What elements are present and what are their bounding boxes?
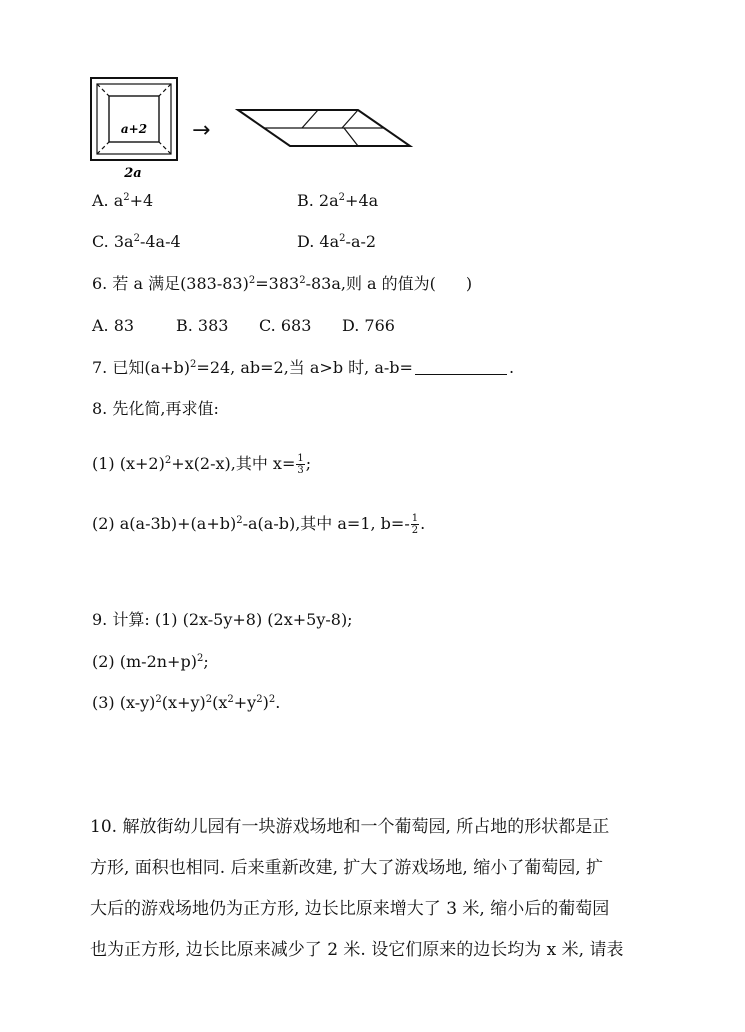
q10-line4: 也为正方形, 边长比原来减少了 2 米. 设它们原来的边长均为 x 米, 请表 [90,940,624,960]
q7-stem: 7. 已知$(a+b)^2=24$, ab=2,当 a>b 时, a-b= . [92,358,515,377]
q8-title: 8. 先化简,再求值: [92,399,219,418]
q10-line2: 方形, 面积也相同. 后来重新改建, 扩大了游戏场地, 缩小了葡萄园, 扩 [90,858,604,878]
q5-option-d: D. $4a^2-a-2$ [297,232,377,251]
q6-option-b: B. 383 [176,316,229,335]
figure-inner-label: a+2 [120,122,148,136]
q8-part1: (1) $(x+2)^2+x(2-x)$,其中 x= $\frac{1}{3}$ ; [92,453,312,476]
q6-option-c: C. 683 [259,316,312,335]
q6-stem: 6. 若 a 满足$(383-83)^2=383^2-83a$,则 a 的值为( ) [92,274,473,293]
q6-option-a: A. 83 [92,316,135,335]
q10-line3: 大后的游戏场地仍为正方形, 边长比原来增大了 3 米, 缩小后的葡萄园 [90,899,610,919]
q9-line1: 9. 计算: (1) (2x-5y+8) (2x+5y-8); [92,610,353,629]
q5-option-b: B. $2a^2+4a$ [297,191,379,210]
parallelogram-figure [232,104,417,152]
q6-option-d: D. 766 [342,316,395,335]
figure-outer-label: 2a [124,166,142,181]
q10-line1: 10. 解放街幼儿园有一块游戏场地和一个葡萄园, 所占地的形状都是正 [90,817,610,837]
q5-option-a: A. $a^2+4$ [92,191,154,210]
q8-part2: (2) $a(a-3b)+(a+b)^2-a(a-b)$,其中 a=1, b=- $\frac{1}{2}$ . [92,513,426,536]
arrow-icon: → [192,118,211,143]
q5-option-c: C. $3a^2-4a-4$ [92,232,181,251]
answer-blank[interactable] [415,359,507,375]
square-figure [85,72,185,184]
q9-line3: (3) $(x-y)^2(x+y)^2(x^2+y^2)^2$. [92,693,281,712]
q9-line2: (2) $(m-2n+p)^2$; [92,652,209,671]
